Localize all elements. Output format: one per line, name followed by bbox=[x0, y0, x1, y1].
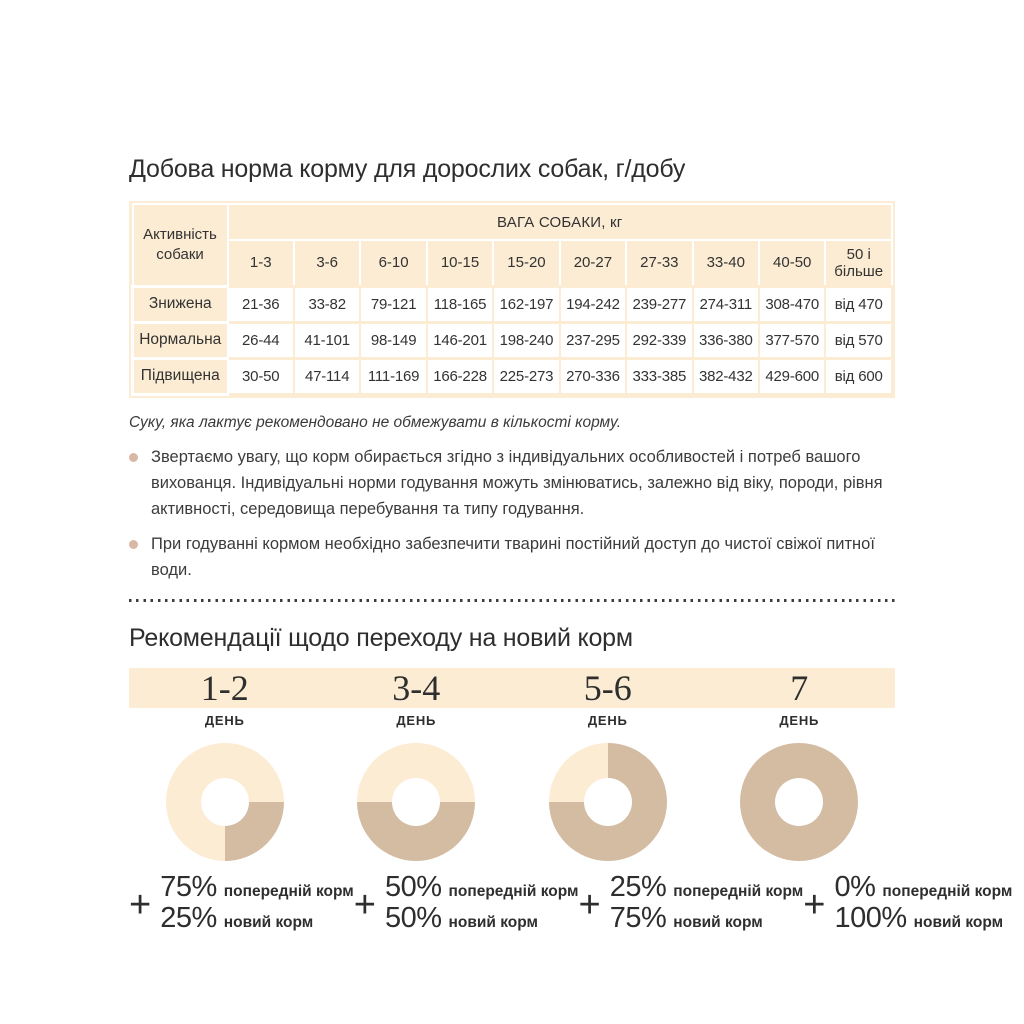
percent-previous: 75% bbox=[160, 870, 217, 903]
column-header: 10-15 bbox=[427, 240, 493, 286]
value-cell: 98-149 bbox=[360, 322, 426, 358]
value-cell: 270-336 bbox=[560, 358, 626, 394]
column-header: 40-50 bbox=[759, 240, 825, 286]
value-cell: 292-339 bbox=[626, 322, 692, 358]
value-cell: 194-242 bbox=[560, 286, 626, 322]
legend-row bbox=[129, 870, 1013, 936]
mix-legend bbox=[353, 870, 579, 936]
percent-new: 50% bbox=[384, 901, 442, 934]
value-cell: 30-50 bbox=[228, 358, 294, 394]
column-header: 15-20 bbox=[493, 240, 559, 286]
percent-previous: 25% bbox=[609, 870, 667, 903]
label-previous: попередній корм bbox=[448, 882, 579, 900]
table-row bbox=[133, 358, 893, 394]
column-header: 1-3 bbox=[228, 240, 294, 286]
percent-previous: 50% bbox=[384, 870, 442, 903]
day-number: 7 bbox=[790, 667, 809, 708]
table-header-row bbox=[133, 204, 893, 240]
plus-icon: + bbox=[803, 883, 826, 926]
bullet-dot-icon bbox=[129, 453, 138, 462]
percent-previous: 0% bbox=[834, 870, 876, 903]
column-header: 6-10 bbox=[360, 240, 426, 286]
value-cell: 33-82 bbox=[294, 286, 360, 322]
label-new: новий корм bbox=[913, 913, 1004, 931]
row-label: Підвищена bbox=[133, 358, 228, 394]
value-cell: 26-44 bbox=[228, 322, 294, 358]
label-previous: попередній корм bbox=[223, 882, 354, 900]
value-cell: 166-228 bbox=[427, 358, 493, 394]
value-cell: 336-380 bbox=[693, 322, 759, 358]
value-cell: 225-273 bbox=[493, 358, 559, 394]
value-cell: 118-165 bbox=[427, 286, 493, 322]
value-cell: 274-311 bbox=[693, 286, 759, 322]
value-cell: 47-114 bbox=[294, 358, 360, 394]
feeding-table-wrap bbox=[129, 201, 895, 398]
value-cell: 146-201 bbox=[427, 322, 493, 358]
value-cell: 377-570 bbox=[759, 322, 825, 358]
value-cell: 237-295 bbox=[560, 322, 626, 358]
value-cell: 308-470 bbox=[759, 286, 825, 322]
plus-icon: + bbox=[129, 883, 152, 926]
day-number: 3-4 bbox=[392, 667, 441, 708]
bullet-item bbox=[129, 444, 895, 522]
column-header: 27-33 bbox=[626, 240, 692, 286]
donut-chart bbox=[740, 743, 858, 861]
donut-chart-row bbox=[129, 743, 895, 861]
plus-icon: + bbox=[353, 883, 376, 926]
day-label-row bbox=[129, 713, 895, 728]
value-cell: 41-101 bbox=[294, 322, 360, 358]
column-header: 50 і більше bbox=[825, 240, 892, 286]
day-number: 1-2 bbox=[200, 667, 249, 708]
value-cell: 198-240 bbox=[493, 322, 559, 358]
table-row bbox=[133, 322, 893, 358]
row-label: Знижена bbox=[133, 286, 228, 322]
value-cell: 239-277 bbox=[626, 286, 692, 322]
percent-new: 25% bbox=[160, 901, 217, 934]
donut-chart bbox=[357, 743, 475, 861]
donut-chart bbox=[166, 743, 284, 861]
label-previous: попередній корм bbox=[882, 882, 1013, 900]
value-cell: 79-121 bbox=[360, 286, 426, 322]
weight-header: ВАГА СОБАКИ, кг bbox=[228, 204, 893, 240]
day-label: ДЕНЬ bbox=[779, 712, 820, 728]
bullet-dot-icon bbox=[129, 540, 138, 549]
dotted-divider bbox=[129, 599, 895, 602]
row-label: Нормальна bbox=[133, 322, 228, 358]
column-header: 20-27 bbox=[560, 240, 626, 286]
feeding-table bbox=[131, 203, 893, 396]
label-new: новий корм bbox=[223, 913, 314, 931]
day-label: ДЕНЬ bbox=[587, 712, 628, 728]
column-header: 33-40 bbox=[693, 240, 759, 286]
mix-legend bbox=[803, 870, 1013, 936]
table-row bbox=[133, 286, 893, 322]
info-bullet-list bbox=[129, 444, 895, 583]
bullet-text: Звертаємо увагу, що корм обирається згідно з індивідуальних особливостей і потреб вашого вихованця. Індивідуальні норми годування можуть змінюватись, залежно від віку, породи, рівня активності, середовища перебування та типу годування. bbox=[151, 447, 883, 518]
corner-header: Активність собаки bbox=[133, 204, 228, 286]
weight-columns-row bbox=[133, 240, 893, 286]
value-cell: 333-385 bbox=[626, 358, 692, 394]
page-content bbox=[129, 0, 1013, 936]
lactation-note: Суку, яка лактує рекомендовано не обмежувати в кількості корму. bbox=[129, 413, 621, 431]
plus-icon: + bbox=[578, 883, 601, 926]
label-new: новий корм bbox=[448, 913, 538, 931]
bullet-item bbox=[129, 531, 895, 583]
value-cell: 21-36 bbox=[228, 286, 294, 322]
bullet-text: При годуванні кормом необхідно забезпечити тварині постійний доступ до чистої свіжої питної води. bbox=[151, 534, 875, 579]
percent-new: 75% bbox=[609, 901, 667, 934]
value-cell: 382-432 bbox=[693, 358, 759, 394]
mix-legend bbox=[129, 870, 354, 936]
value-cell: 429-600 bbox=[759, 358, 825, 394]
donut-chart bbox=[549, 743, 667, 861]
label-new: новий корм bbox=[673, 913, 763, 931]
transition-title: Рекомендації щодо переходу на новий корм bbox=[129, 623, 633, 652]
day-label: ДЕНЬ bbox=[396, 712, 437, 728]
day-number: 5-6 bbox=[583, 667, 632, 708]
value-cell: від 570 bbox=[825, 322, 892, 358]
value-cell: 111-169 bbox=[360, 358, 426, 394]
label-previous: попередній корм bbox=[673, 882, 804, 900]
percent-new: 100% bbox=[834, 901, 907, 934]
day-number-band bbox=[129, 668, 895, 708]
page-title: Добова норма корму для дорослих собак, г/добу bbox=[129, 155, 686, 183]
column-header: 3-6 bbox=[294, 240, 360, 286]
value-cell: від 600 bbox=[825, 358, 892, 394]
value-cell: 162-197 bbox=[493, 286, 559, 322]
value-cell: від 470 bbox=[825, 286, 892, 322]
mix-legend bbox=[578, 870, 804, 936]
day-label: ДЕНЬ bbox=[204, 712, 245, 728]
